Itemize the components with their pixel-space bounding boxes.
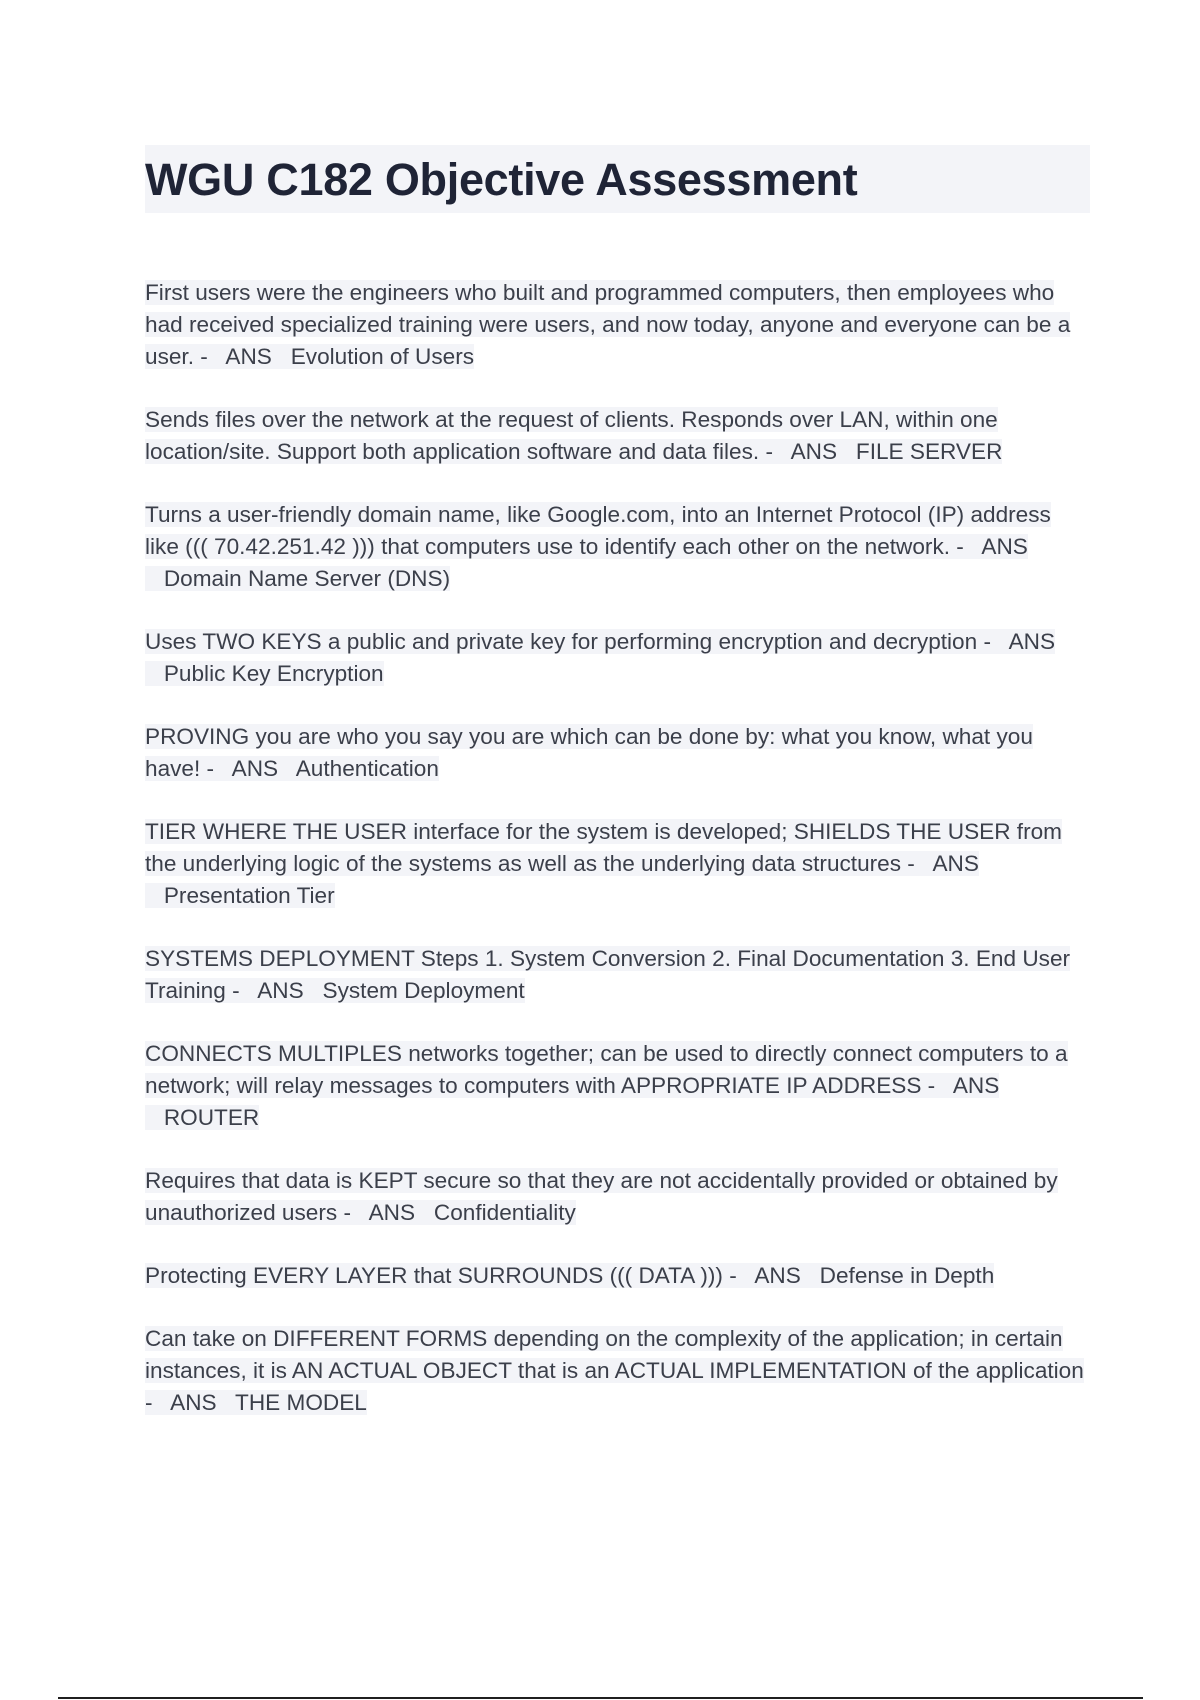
question-text: CONNECTS MULTIPLES networks together; can be used to directly connect computers to a network; will relay messages to computers with APPROPRIATE IP ADDRESS - [145,1041,1068,1098]
ans-marker: ANS [754,1263,801,1288]
question-text: Can take on DIFFERENT FORMS depending on the complexity of the application; in certain instances, it is AN ACTUAL OBJECT that is an ACTUAL IMPLEMENTATION of the application - [145,1326,1084,1415]
answer-text: Evolution of Users [290,344,475,369]
question-text: TIER WHERE THE USER interface for the system is developed; SHIELDS THE USER from the underlying logic of the systems as well as the underlying data structures - [145,819,1062,876]
qa-item [145,816,1090,912]
qa-item-highlight [145,946,1070,1003]
qa-item-highlight [145,819,1062,908]
qa-item-highlight [145,280,1070,369]
answer-text: Public Key Encryption [163,661,384,686]
qa-item [145,1323,1090,1419]
qa-item-highlight [145,1168,1058,1225]
qa-item-highlight [145,1041,1068,1130]
answer-text: Presentation Tier [163,883,335,908]
answer-text: FILE SERVER [855,439,1003,464]
ans-marker: ANS [231,756,279,781]
ans-marker: ANS [225,344,272,369]
answer-text: Authentication [295,756,439,781]
answer-text: System Deployment [322,978,525,1003]
question-text: Turns a user-friendly domain name, like Google.com, into an Internet Protocol (IP) address like ((( 70.42.251.42 ))) that computers use to identify each other on the network. - [145,502,1051,559]
ans-marker: ANS [790,439,838,464]
answer-text: Confidentiality [433,1200,576,1225]
ans-marker: ANS [368,1200,416,1225]
ans-marker: ANS [981,534,1028,559]
question-text: Protecting EVERY LAYER that SURROUNDS ((( DATA ))) - [145,1263,737,1288]
question-text: Sends files over the network at the request of clients. Responds over LAN, within one location/site. Support both application software and data files. - [145,407,998,464]
question-text: SYSTEMS DEPLOYMENT Steps 1. System Conversion 2. Final Documentation 3. End User Training - [145,946,1071,1003]
ans-marker: ANS [1008,629,1056,654]
qa-item [145,1038,1090,1134]
document-title: WGU C182 Objective Assessment [145,153,858,205]
qa-item-highlight [145,629,1055,686]
qa-item [145,277,1090,373]
qa-item-highlight [145,1263,994,1288]
qa-item-highlight [145,1326,1084,1415]
qa-item-highlight [145,724,1033,781]
qa-item-highlight [145,502,1051,591]
ans-marker: ANS [170,1390,217,1415]
answer-text: Domain Name Server (DNS) [163,566,451,591]
question-text: First users were the engineers who built and programmed computers, then employees who had received specialized training were users, and now today, anyone and everyone can be a user. - [145,280,1071,369]
ans-marker: ANS [952,1073,1000,1098]
answer-text: ROUTER [163,1105,260,1130]
question-text: PROVING you are who you say you are which can be done by: what you know, what you have! - [145,724,1033,781]
qa-item [145,499,1090,595]
qa-item [145,1260,1090,1292]
document-page [145,145,1090,1450]
title-band [145,145,1090,213]
qa-list [145,277,1090,1419]
question-text: Uses TWO KEYS a public and private key for performing encryption and decryption - [145,629,991,654]
answer-text: THE MODEL [235,1390,367,1415]
qa-item [145,626,1090,690]
qa-item [145,404,1090,468]
footer-rule [58,1697,1143,1699]
ans-marker: ANS [257,978,304,1003]
question-text: Requires that data is KEPT secure so that they are not accidentally provided or obtained by unauthorized users - [145,1168,1058,1225]
ans-marker: ANS [932,851,979,876]
qa-item [145,721,1090,785]
qa-item [145,1165,1090,1229]
qa-item-highlight [145,407,1002,464]
answer-text: Defense in Depth [819,1263,995,1288]
qa-item [145,943,1090,1007]
